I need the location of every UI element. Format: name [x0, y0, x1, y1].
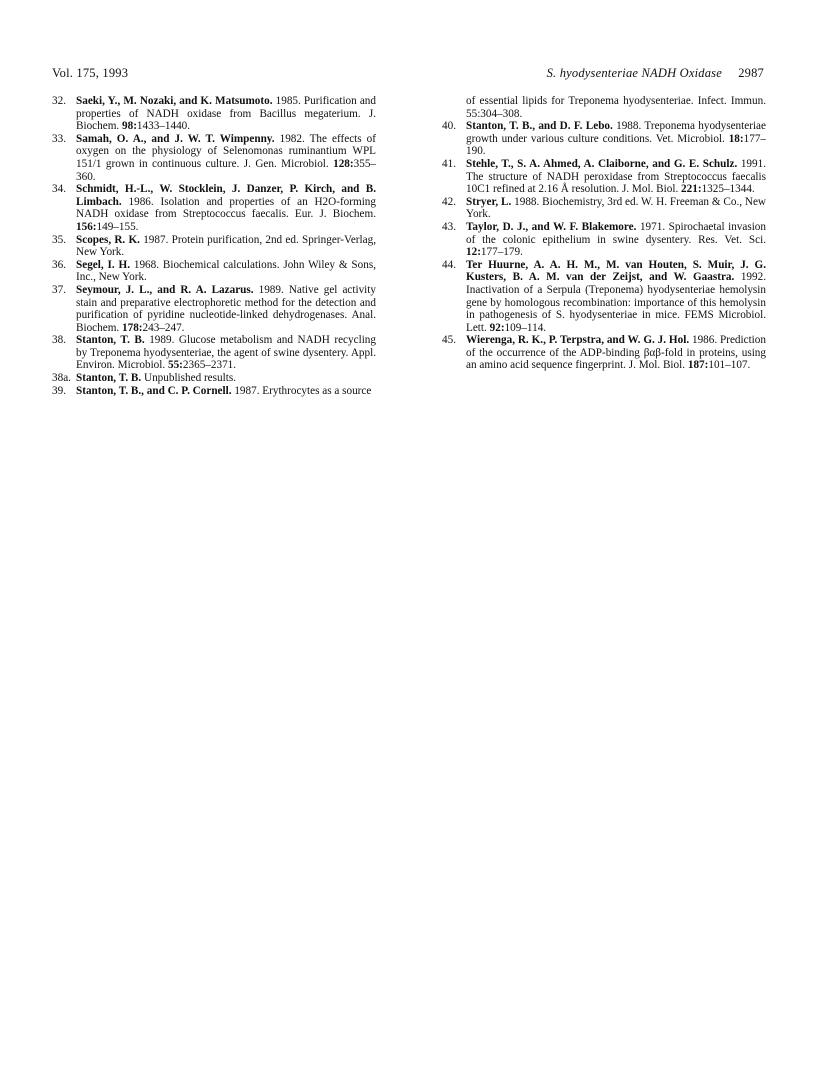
- reference-number: 38.: [52, 334, 66, 347]
- reference-authors: Ter Huurne, A. A. H. M., M. van Houten, S. Muir, J. G. Kusters, B. A. M. van der Zeijst, and W. Gaastra.: [466, 258, 766, 284]
- reference-authors: Stanton, T. B., and C. P. Cornell.: [76, 384, 232, 397]
- reference-item: [52, 133, 376, 183]
- reference-item: [52, 284, 376, 334]
- reference-text: Unpublished results.: [141, 372, 236, 385]
- reference-number: 32.: [52, 95, 66, 107]
- reference-item: [442, 196, 766, 221]
- reference-volume: 221:: [681, 183, 702, 196]
- reference-item: [52, 334, 376, 372]
- reference-item: [52, 183, 376, 233]
- reference-item: [52, 372, 376, 385]
- reference-number: 39.: [52, 384, 66, 397]
- reference-text: 1988. Treponema hyodysenteriae growth under various culture conditions. Vet. Microbiol.: [466, 120, 766, 145]
- reference-number: 45.: [442, 334, 456, 347]
- reference-pages: 2365–2371.: [182, 359, 237, 372]
- reference-volume: 98:: [122, 120, 137, 133]
- reference-item: [442, 334, 766, 372]
- reference-authors: Stehle, T., S. A. Ahmed, A. Claiborne, and G. E. Schulz.: [466, 157, 738, 170]
- reference-number: 42.: [442, 195, 456, 208]
- page-header: [52, 66, 764, 82]
- reference-authors: Stryer, L.: [466, 195, 512, 208]
- reference-authors: Schmidt, H.-L., W. Stocklein, J. Danzer, P. Kirch, and B. Limbach.: [76, 183, 376, 208]
- reference-authors: Samah, O. A., and J. W. T. Wimpenny.: [76, 132, 275, 145]
- reference-item: [52, 95, 376, 133]
- reference-pages: 177–179.: [480, 246, 523, 259]
- reference-volume: 18:: [728, 132, 744, 145]
- reference-text: 1986. Isolation and properties of an H2O-forming NADH oxidase from Streptococcus faecalis. Eur. J. Biochem.: [76, 195, 376, 221]
- reference-number: 44.: [442, 258, 456, 271]
- reference-pages: 177–190.: [466, 132, 766, 158]
- reference-text: 1989. Native gel activity stain and preparative electrophoretic method for the detection and purification of pyridine nucleotide-linked dehydrogenases. Anal. Biochem.: [76, 283, 376, 334]
- reference-item: [52, 234, 376, 259]
- reference-number: 35.: [52, 233, 66, 246]
- reference-pages: 149–155.: [96, 220, 139, 233]
- reference-item: [442, 221, 766, 259]
- reference-pages: 109–114.: [504, 321, 547, 334]
- reference-authors: Saeki, Y., M. Nozaki, and K. Matsumoto.: [76, 95, 273, 107]
- reference-item: [442, 120, 766, 158]
- reference-authors: Taylor, D. J., and W. F. Blakemore.: [466, 220, 637, 233]
- reference-authors: Wierenga, R. K., P. Terpstra, and W. G. J. Hol.: [466, 334, 690, 347]
- reference-authors: Stanton, T. B.: [76, 372, 142, 385]
- running-title: S. hyodysenteriae NADH Oxidase: [546, 66, 722, 80]
- reference-number: 33.: [52, 132, 66, 145]
- reference-pages: 1433–1440.: [136, 120, 191, 133]
- reference-pages: 1325–1344.: [701, 183, 755, 196]
- reference-text: 1987. Protein purification, 2nd ed. Springer-Verlag, New York.: [76, 233, 376, 259]
- reference-volume: 55:: [466, 107, 481, 120]
- reference-authors: Stanton, T. B.: [76, 334, 145, 347]
- reference-item: [442, 259, 766, 335]
- reference-item: [442, 158, 766, 196]
- reference-number: 41.: [442, 157, 456, 170]
- reference-text: 1982. The effects of oxygen on the physiology of Selenomonas ruminantium WPL 151/1 grown in continuous culture. J. Gen. Microbiol.: [76, 132, 376, 170]
- reference-text: 1986. Prediction of the occurrence of the ADP-binding βαβ-fold in proteins, using an amino acid sequence fingerprint. J. Mol. Biol.: [466, 334, 766, 372]
- reference-text: 1991. The structure of NADH peroxidase from Streptococcus faecalis 10C1 refined at 2.16 Å resolution. J. Mol. Biol.: [466, 157, 766, 196]
- reference-volume: 92:: [489, 321, 505, 334]
- reference-authors: Stanton, T. B., and D. F. Lebo.: [466, 120, 613, 133]
- reference-volume: 178:: [122, 321, 143, 334]
- reference-volume: 156:: [76, 220, 97, 233]
- reference-volume: 128:: [333, 157, 354, 170]
- reference-text: 1988. Biochemistry, 3rd ed. W. H. Freeman & Co., New York.: [466, 195, 766, 221]
- reference-pages: 243–247.: [142, 321, 185, 334]
- reference-volume: 55:: [167, 359, 183, 372]
- reference-text: 1971. Spirochaetal invasion of the colonic epithelium in swine dysentery. Res. Vet. Sci.: [466, 220, 766, 246]
- page-number: 2987: [738, 66, 764, 80]
- reference-number: 34.: [52, 183, 66, 196]
- references-right-column: [442, 95, 766, 372]
- reference-text: 1985. Purification and properties of NADH oxidase from Bacillus megaterium. J. Biochem.: [76, 95, 376, 133]
- reference-number: 37.: [52, 283, 66, 296]
- reference-pages: 304–308.: [480, 107, 523, 120]
- reference-text: 1968. Biochemical calculations. John Wiley & Sons, Inc., New York.: [76, 258, 376, 284]
- reference-volume: 12:: [466, 246, 481, 259]
- reference-number: 43.: [442, 220, 456, 233]
- reference-pages: 101–107.: [708, 359, 751, 372]
- reference-pages: 355–360.: [76, 157, 376, 183]
- references-left-column: [52, 95, 376, 397]
- reference-authors: Scopes, R. K.: [76, 233, 140, 246]
- reference-number: 36.: [52, 258, 66, 271]
- reference-text: 1992. Inactivation of a Serpula (Treponema) hyodysenteriae hemolysin gene by homologous recombination: importance of this hemolysin in pathogenesis of S. hyodysenteriae in mice. FEMS Microbiol. Lett.: [466, 271, 767, 334]
- reference-authors: Segel, I. H.: [76, 258, 131, 271]
- reference-number: 40.: [442, 120, 456, 133]
- reference-item: [52, 259, 376, 284]
- reference-authors: Seymour, J. L., and R. A. Lazarus.: [76, 283, 254, 296]
- reference-item: [52, 385, 376, 398]
- reference-continuation: [442, 95, 766, 120]
- reference-text: 1989. Glucose metabolism and NADH recycling by Treponema hyodysenteriae, the agent of swine dysentery. Appl. Environ. Microbiol.: [76, 334, 376, 372]
- reference-text: 1987. Erythrocytes as a source: [231, 384, 372, 397]
- reference-text: of essential lipids for Treponema hyodysenteriae. Infect. Immun.: [466, 95, 766, 107]
- reference-volume: 187:: [687, 359, 709, 372]
- reference-number: 38a.: [52, 372, 71, 385]
- journal-volume: Vol. 175, 1993: [52, 66, 129, 80]
